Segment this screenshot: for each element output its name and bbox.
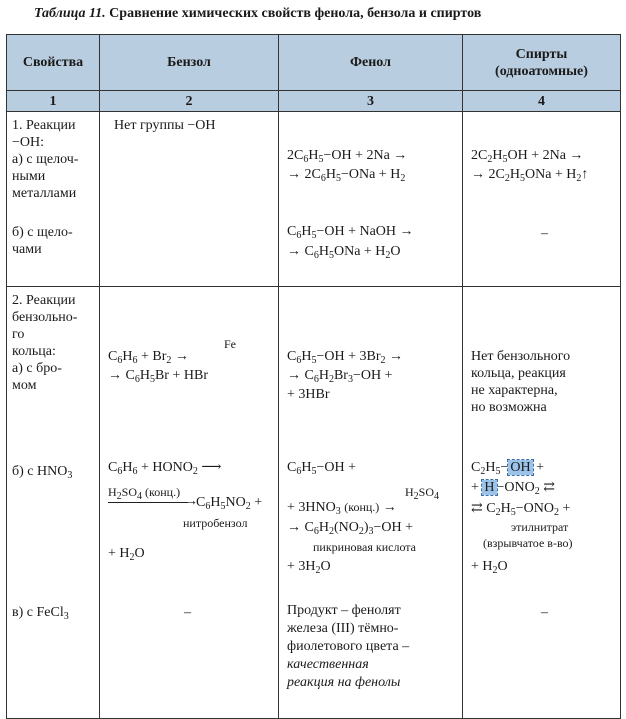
row1-prop-line: ными: [12, 169, 46, 184]
column-number: 3: [279, 91, 463, 112]
phenol-nitration-catalyst: $H_2SO_4$: [405, 485, 440, 502]
row1-prop-line: −OH:: [12, 135, 45, 150]
phenol-naoh-equation-line2: → $C_6H_5ONa + H_2O$: [287, 244, 401, 261]
row1-prop-line: 1. Реакции: [12, 118, 76, 133]
phenol-fecl3-line: железа (III) тёмно-: [287, 621, 399, 636]
row2-prop-line: бензольно-: [12, 310, 78, 325]
benzene-nitration-arrow-line: [108, 502, 188, 503]
header-properties: Свойства: [7, 35, 100, 91]
alcohols-a-line: Нет бензольного: [471, 349, 571, 364]
benzene-product-name: нитробензол: [183, 516, 248, 530]
phenol-product-name: пикриновая кислота: [313, 540, 416, 554]
phenol-fecl3-line: реакция на фенолы: [287, 675, 401, 690]
benzene-nitration-arrowhead: →: [184, 494, 198, 509]
comparison-table: [6, 34, 621, 719]
alcohols-a-line: не характерна,: [471, 383, 558, 398]
phenol-br-equation-line2: → $C_6H_2Br_3-OH$ +: [287, 368, 393, 385]
phenol-nitration-line3: → $C_6H_2(NO_2)_3-OH$ +: [287, 520, 414, 537]
header-benzene: Бензол: [100, 35, 279, 91]
row2-prop-line: 2. Реакции: [12, 293, 76, 308]
alcohol-product-name: этилнитрат: [511, 520, 569, 534]
header-alcohols: [463, 35, 621, 91]
row2-prop-line: го: [12, 327, 25, 342]
phenol-br-equation-line3: + 3HBr: [287, 387, 330, 402]
phenol-naoh-equation-line1: $C_6H_5-OH$ + NaOH →: [287, 224, 414, 241]
phenol-fecl3-line: Продукт – фенолят: [287, 603, 401, 618]
row1-prop-b-line: б) с щело-: [12, 225, 73, 240]
phenol-nitration-line2: + $3HNO_3$ (конц.) →: [287, 500, 397, 517]
row1-phenol-cell: [279, 112, 463, 287]
phenol-fecl3-line: фиолетового цвета –: [287, 639, 410, 654]
column-number: 1: [7, 91, 100, 112]
highlight-oh: OH: [510, 460, 531, 475]
row1-alcohols-cell: [463, 112, 621, 287]
column-number-row: [7, 91, 621, 112]
phenol-nitration-line1: $C_6H_5-OH$ +: [287, 460, 356, 477]
row2-prop-b: б) с $HNO_3$: [12, 464, 73, 481]
column-number: 4: [463, 91, 621, 112]
alcohol-nitration-line2: + $H -ONO_2$ ⇄: [471, 480, 555, 497]
row1-benzene-cell: [100, 112, 279, 287]
row2-benzene-cell: [100, 287, 279, 719]
benzene-cond-text: (конц.): [145, 485, 181, 499]
row2-prop-c-text: в) с FeCl: [12, 605, 64, 620]
row2-prop-line: мом: [12, 378, 37, 393]
row2-phenol-cell: [279, 287, 463, 719]
row1-prop-b-line: чами: [12, 242, 42, 257]
benzene-br-equation-line2: → $C_6H_5Br$ + HBr: [108, 368, 208, 385]
benzene-nitration-water: + $H_2O$: [108, 546, 145, 563]
row2-alcohols-dash: –: [541, 605, 548, 620]
header-alcohols-line1: Спирты: [515, 46, 568, 62]
alcohols-a-line: кольца, реакция: [471, 366, 566, 381]
benzene-br-equation-line1: $C_6H_6 + Br_2$ →: [108, 349, 189, 366]
alcohol-nitration-water: + $H_2O$: [471, 559, 508, 576]
row2-prop-line: а) с бро-: [12, 361, 62, 376]
benzene-nitration-condition: $H_2SO_4$ (конц.): [108, 485, 181, 502]
table-row: [7, 112, 621, 287]
phenol-na-equation-line2: → $2C_6H_5-ONa + H_2$: [287, 167, 406, 184]
phenol-nitration-water: + $3H_2O$: [287, 559, 331, 576]
benzene-nitration-line1: $C_6H_6$ + $HONO_2$ ⟶: [108, 460, 222, 477]
table-caption: [34, 6, 624, 22]
phenol-br-equation-line1: $C_6H_5-OH + 3Br_2$ →: [287, 349, 403, 366]
caption-text: Сравнение химических свойств фенола, бензола и спиртов: [109, 6, 482, 21]
row1-benzene-text: Нет группы −OH: [114, 118, 216, 133]
alcohol-na-equation-line1: $2C_2H_5OH + 2Na$ →: [471, 148, 584, 165]
column-number: 2: [100, 91, 279, 112]
alcohol-product-note: (взрывчатое в-во): [483, 536, 573, 550]
row2-prop-c: в) с FeCl$_3$: [12, 605, 69, 622]
header-phenol: Фенол: [279, 35, 463, 91]
alcohol-na-equation-line2: → $2C_2H_5ONa$ + $H_2↑$: [471, 167, 589, 184]
alcohol-nitration-line1: $C_2H_5-$ OH +: [471, 460, 545, 477]
row2-prop-line: кольца:: [12, 344, 56, 359]
alcohols-a-line: но возможна: [471, 400, 547, 415]
row2-property-cell: [7, 287, 100, 719]
alcohol-nitration-line3: ⇄ $C_2H_5-ONO_2$ +: [471, 501, 571, 518]
row1-prop-line: а) с щелоч-: [12, 152, 79, 167]
highlight-h: H: [484, 480, 495, 495]
phenol-cond-text: (конц.): [344, 500, 380, 514]
row2-alcohols-cell: [463, 287, 621, 719]
row1-prop-line: металлами: [12, 186, 77, 201]
table-row: [7, 287, 621, 719]
row2-benzene-dash: –: [184, 605, 191, 620]
caption-number: Таблица 11.: [34, 6, 106, 21]
phenol-fecl3-line: качественная: [287, 657, 369, 672]
row2-prop-b-text: б) с HNO: [12, 464, 68, 479]
benzene-nitration-product: $C_6H_5NO_2$ +: [196, 495, 263, 512]
header-row: [7, 35, 621, 91]
row1-property-cell: [7, 112, 100, 287]
benzene-catalyst: Fe: [224, 337, 236, 351]
header-alcohols-line2: (одноатомные): [495, 63, 588, 79]
row1-alcohols-dash: –: [541, 226, 548, 241]
phenol-na-equation-line1: $2C_6H_5-OH + 2Na$ →: [287, 148, 408, 165]
